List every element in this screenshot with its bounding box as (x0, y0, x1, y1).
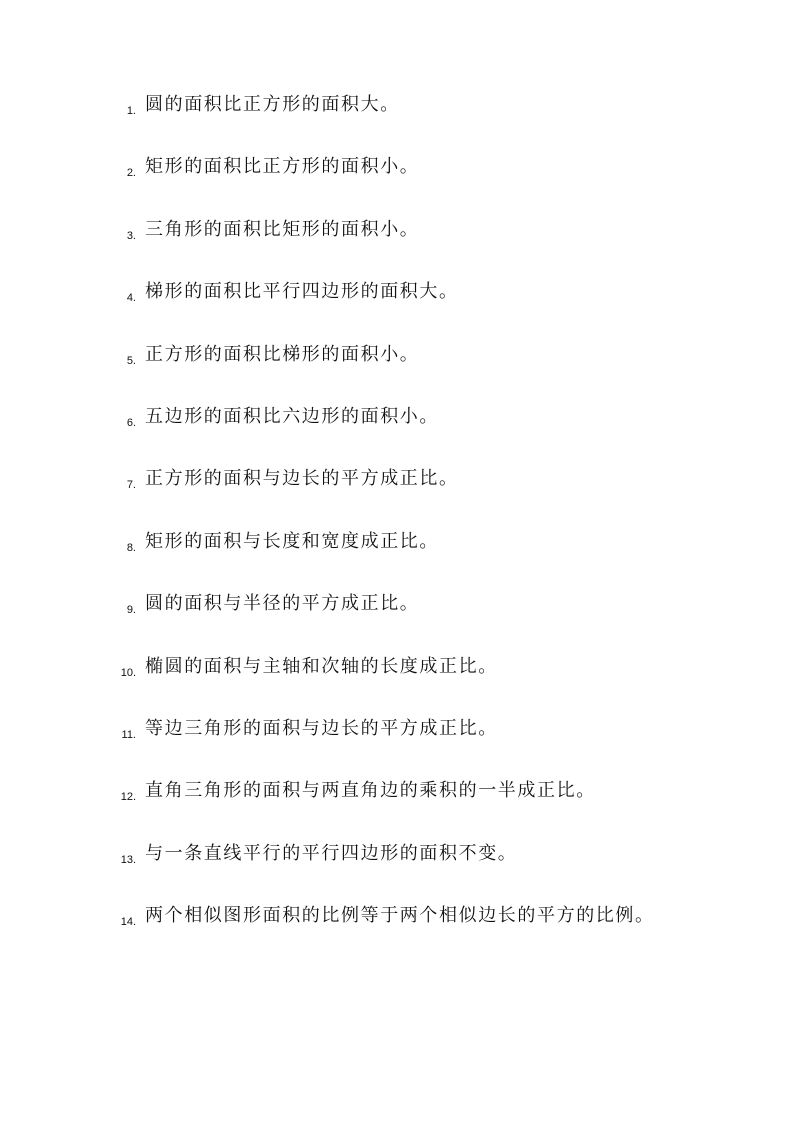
item-number: 14. (120, 916, 136, 929)
list-item (0, 841, 800, 903)
item-text: 矩形的面积比正方形的面积小。 (145, 156, 420, 178)
item-text: 五边形的面积比六边形的面积小。 (145, 405, 439, 427)
list-item (0, 778, 800, 840)
list-item (0, 716, 800, 778)
item-number: 12. (120, 791, 136, 804)
item-number: 11. (121, 728, 136, 741)
item-text: 三角形的面积比矩形的面积小。 (145, 218, 420, 240)
list-item (0, 217, 800, 279)
statement-list (0, 92, 800, 965)
list-item (0, 591, 800, 653)
item-text: 梯形的面积比平行四边形的面积大。 (145, 281, 459, 303)
list-item (0, 154, 800, 216)
item-number: 9. (126, 604, 136, 617)
item-number: 8. (126, 541, 136, 554)
list-item (0, 342, 800, 404)
item-number: 2. (126, 167, 136, 180)
list-item (0, 404, 800, 466)
list-item (0, 92, 800, 154)
item-text: 直角三角形的面积与两直角边的乘积的一半成正比。 (145, 780, 596, 802)
list-item (0, 903, 800, 965)
item-number: 5. (126, 354, 136, 367)
list-item (0, 466, 800, 528)
item-number: 3. (126, 229, 136, 242)
list-item (0, 654, 800, 716)
item-number: 1. (126, 105, 136, 117)
item-text: 圆的面积与半径的平方成正比。 (145, 593, 420, 615)
item-number: 7. (126, 479, 136, 492)
item-number: 6. (126, 416, 136, 429)
item-text: 椭圆的面积与主轴和次轴的长度成正比。 (145, 655, 498, 677)
item-text: 等边三角形的面积与边长的平方成正比。 (145, 717, 498, 739)
item-text: 两个相似图形面积的比例等于两个相似边长的平方的比例。 (145, 905, 655, 927)
item-number: 13. (120, 853, 136, 866)
item-text: 正方形的面积与边长的平方成正比。 (145, 468, 459, 490)
item-number: 10. (120, 666, 136, 679)
item-text: 正方形的面积比梯形的面积小。 (145, 343, 420, 365)
item-text: 矩形的面积与长度和宽度成正比。 (145, 530, 439, 552)
item-text: 圆的面积比正方形的面积大。 (145, 94, 400, 115)
list-item (0, 529, 800, 591)
item-number: 4. (126, 292, 136, 305)
item-text: 与一条直线平行的平行四边形的面积不变。 (145, 842, 518, 864)
list-item (0, 279, 800, 341)
